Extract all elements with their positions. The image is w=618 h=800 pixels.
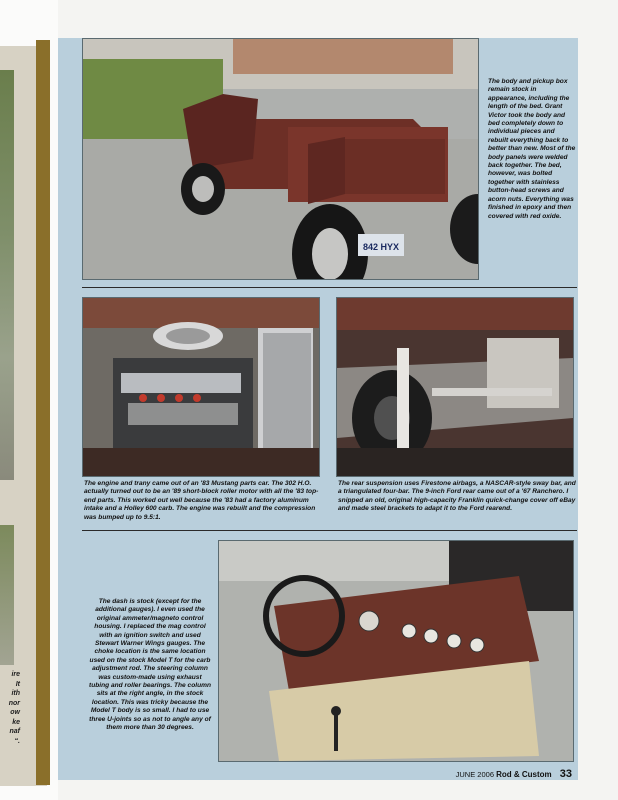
page-footer [456,768,572,780]
previous-page-photo-fragment-2 [0,525,14,665]
previous-page-gold-strip [36,40,50,785]
photo-engine [82,297,320,477]
photo-dash [218,540,574,762]
issue-date: JUNE 2006 [455,770,494,779]
caption-dash: The dash is stock (except for the additional gauges). I even used the original ammeter/magneto control housing. I replaced the mag control with an ignition switch and used Stewart Warner Wings gauges. The choke location is the same location used on the stock Model T for the carb adjustment rod. The steering column was custom-made using exhaust tubing and roller bearings. The column sits at the right angle, in the stock location. This was tricky because the Model T body is so small. I had to use three U-joints so as not to angle any of them more than 30 degrees. [89,598,211,732]
photo-rear-suspension [336,297,574,477]
divider-1 [82,287,577,288]
caption-engine: The engine and trany came out of an '83 Mustang parts car. The 302 H.O. actually turned out to be an '89 short-block roller motor with all the '83 top-end parts. This worked out well because the '83 had a factory aluminum intake and a Holley 600 carb. The engine was rebuilt and the compression was bumped up to 9.5:1. [84,480,319,521]
caption-suspension: The rear suspension uses Firestone airbags, a NASCAR-style sway bar, and a triangulated four-bar. The 9-inch Ford rear came out of a '67 Ranchero. I snipped an old, original high-capacity Franklin quick-change cover off eBay and made steel brackets to adapt it to the Ford rearend. [338,480,576,513]
divider-2 [82,530,577,531]
license-plate: 842 HYX [362,242,400,252]
page-number: 33 [559,768,572,780]
caption-body: The body and pickup box remain stock in appearance, including the length of the bed. Grant Victor took the body and bed completely down to individual pieces and rebuilt everything back to better than new. Most of the body panels were welded back together. The bed, however, was bolted together with stainless button-head screws and acorn nuts. Everything was finished in epoxy and then covered with red oxide. [488,78,576,220]
previous-page-photo-fragment [0,70,14,480]
magazine-name: Rod & Custom [496,770,552,779]
photo-pickup-rear [82,38,479,280]
previous-page-text-fragments: ire It ith nor ow ke naf “. [8,671,20,745]
